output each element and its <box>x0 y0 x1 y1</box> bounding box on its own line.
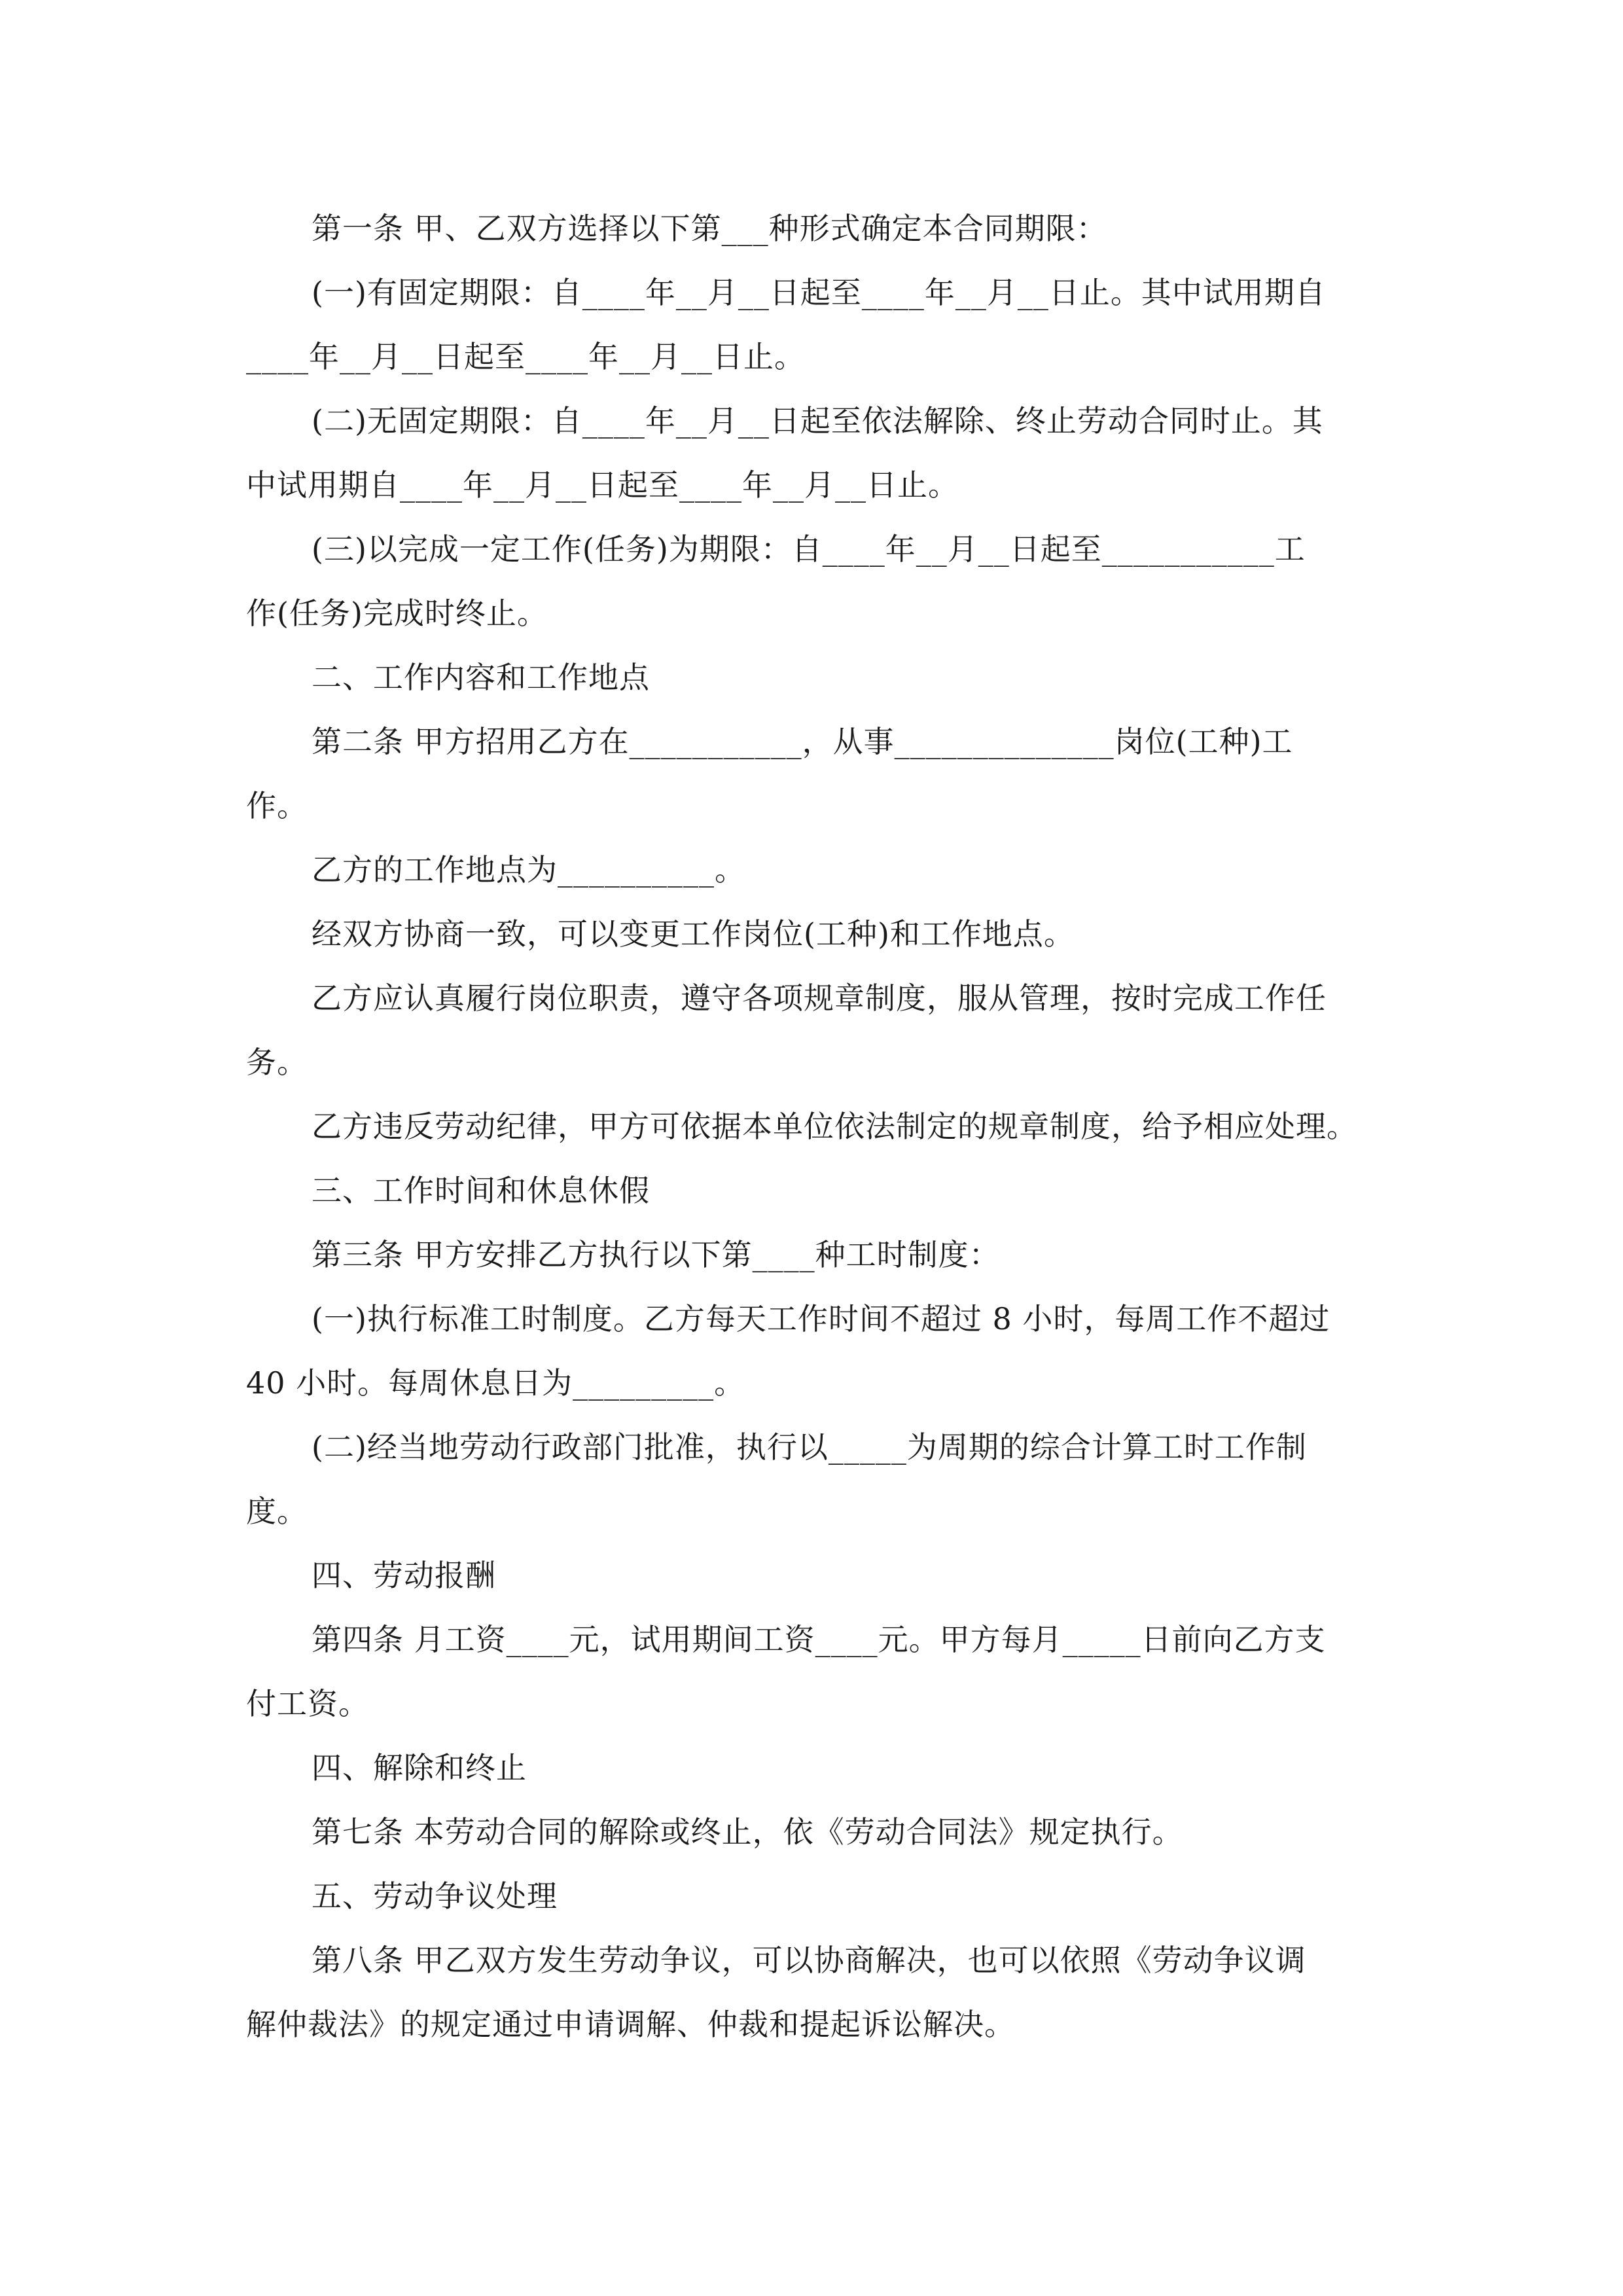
article-4 <box>246 1607 1378 1736</box>
article-3 <box>246 1223 1378 1287</box>
article-1-option-1-line-2: ____年__月__日起至____年__月__日止。 <box>246 339 805 374</box>
article-8-line-1: 第八条 甲乙双方发生劳动争议，可以协商解决，也可以依照《劳动争议调 <box>312 1943 1306 1978</box>
article-8-line-2: 解仲裁法》的规定通过申请调解、仲裁和提起诉讼解决。 <box>246 2007 1015 2042</box>
document-body <box>246 196 1378 2056</box>
section-4-heading-text: 四、劳动报酬 <box>312 1558 496 1593</box>
article-2-duty-line-1: 乙方应认真履行岗位职责，遵守各项规章制度，服从管理，按时完成工作任 <box>312 980 1327 1016</box>
article-4-line-1: 第四条 月工资____元，试用期间工资____元。甲方每月_____日前向乙方支 <box>312 1622 1326 1657</box>
article-2-duty-line-2: 务。 <box>246 1045 308 1080</box>
section-4b-heading-text: 四、解除和终止 <box>312 1750 527 1785</box>
article-3-text: 第三条 甲方安排乙方执行以下第____种工时制度： <box>312 1237 1000 1272</box>
article-1 <box>246 196 1378 260</box>
article-1-option-3-line-2: 作(任务)完成时终止。 <box>246 596 548 631</box>
article-3-option-2 <box>246 1415 1378 1543</box>
section-4b-heading <box>246 1736 1378 1800</box>
article-2-location-text: 乙方的工作地点为__________。 <box>312 852 745 888</box>
section-5-heading-text: 五、劳动争议处理 <box>312 1878 558 1914</box>
article-3-option-1-line-2: 40 小时。每周休息日为_________。 <box>246 1365 745 1401</box>
article-1-option-1-line-1: (一)有固定期限：自____年__月__日起至____年__月__日止。其中试用期自 <box>312 275 1326 310</box>
section-3-heading-text: 三、工作时间和休息休假 <box>312 1173 650 1208</box>
article-2 <box>246 709 1378 838</box>
article-7-text: 第七条 本劳动合同的解除或终止，依《劳动合同法》规定执行。 <box>312 1814 1183 1850</box>
article-2-change <box>246 902 1378 966</box>
section-5-heading <box>246 1864 1378 1928</box>
article-3-option-1-line-1: (一)执行标准工时制度。乙方每天工作时间不超过 8 小时，每周工作不超过 <box>312 1301 1330 1336</box>
article-1-option-2-line-1: (二)无固定期限：自____年__月__日起至依法解除、终止劳动合同时止。其 <box>312 403 1323 439</box>
article-1-option-2 <box>246 389 1378 517</box>
section-2-heading <box>246 645 1378 709</box>
article-4-line-2: 付工资。 <box>246 1686 369 1721</box>
article-8 <box>246 1928 1378 2056</box>
article-1-option-3-line-1: (三)以完成一定工作(任务)为期限：自____年__月__日起至___________工 <box>312 531 1306 567</box>
article-2-change-text: 经双方协商一致，可以变更工作岗位(工种)和工作地点。 <box>312 916 1075 952</box>
article-7 <box>246 1800 1378 1864</box>
article-2-line-1: 第二条 甲方招用乙方在___________，从事______________岗位(工种)工 <box>312 724 1293 759</box>
article-3-option-2-line-1: (二)经当地劳动行政部门批准，执行以_____为周期的综合计算工时工作制 <box>312 1429 1307 1465</box>
section-3-heading <box>246 1158 1378 1223</box>
article-1-option-2-line-2: 中试用期自____年__月__日起至____年__月__日止。 <box>246 467 959 503</box>
article-2-line-2: 作。 <box>246 788 308 823</box>
article-2-duty <box>246 966 1378 1094</box>
article-1-option-1 <box>246 260 1378 389</box>
article-2-location <box>246 838 1378 902</box>
article-3-option-1 <box>246 1287 1378 1415</box>
section-2-heading-text: 二、工作内容和工作地点 <box>312 660 650 695</box>
section-4-heading <box>246 1543 1378 1607</box>
article-2-discipline <box>246 1094 1378 1158</box>
article-3-option-2-line-2: 度。 <box>246 1494 308 1529</box>
article-1-option-3 <box>246 517 1378 645</box>
article-1-line-1: 第一条 甲、乙双方选择以下第___种形式确定本合同期限： <box>312 211 1107 246</box>
article-2-discipline-text: 乙方违反劳动纪律，甲方可依据本单位依法制定的规章制度，给予相应处理。 <box>312 1109 1357 1144</box>
